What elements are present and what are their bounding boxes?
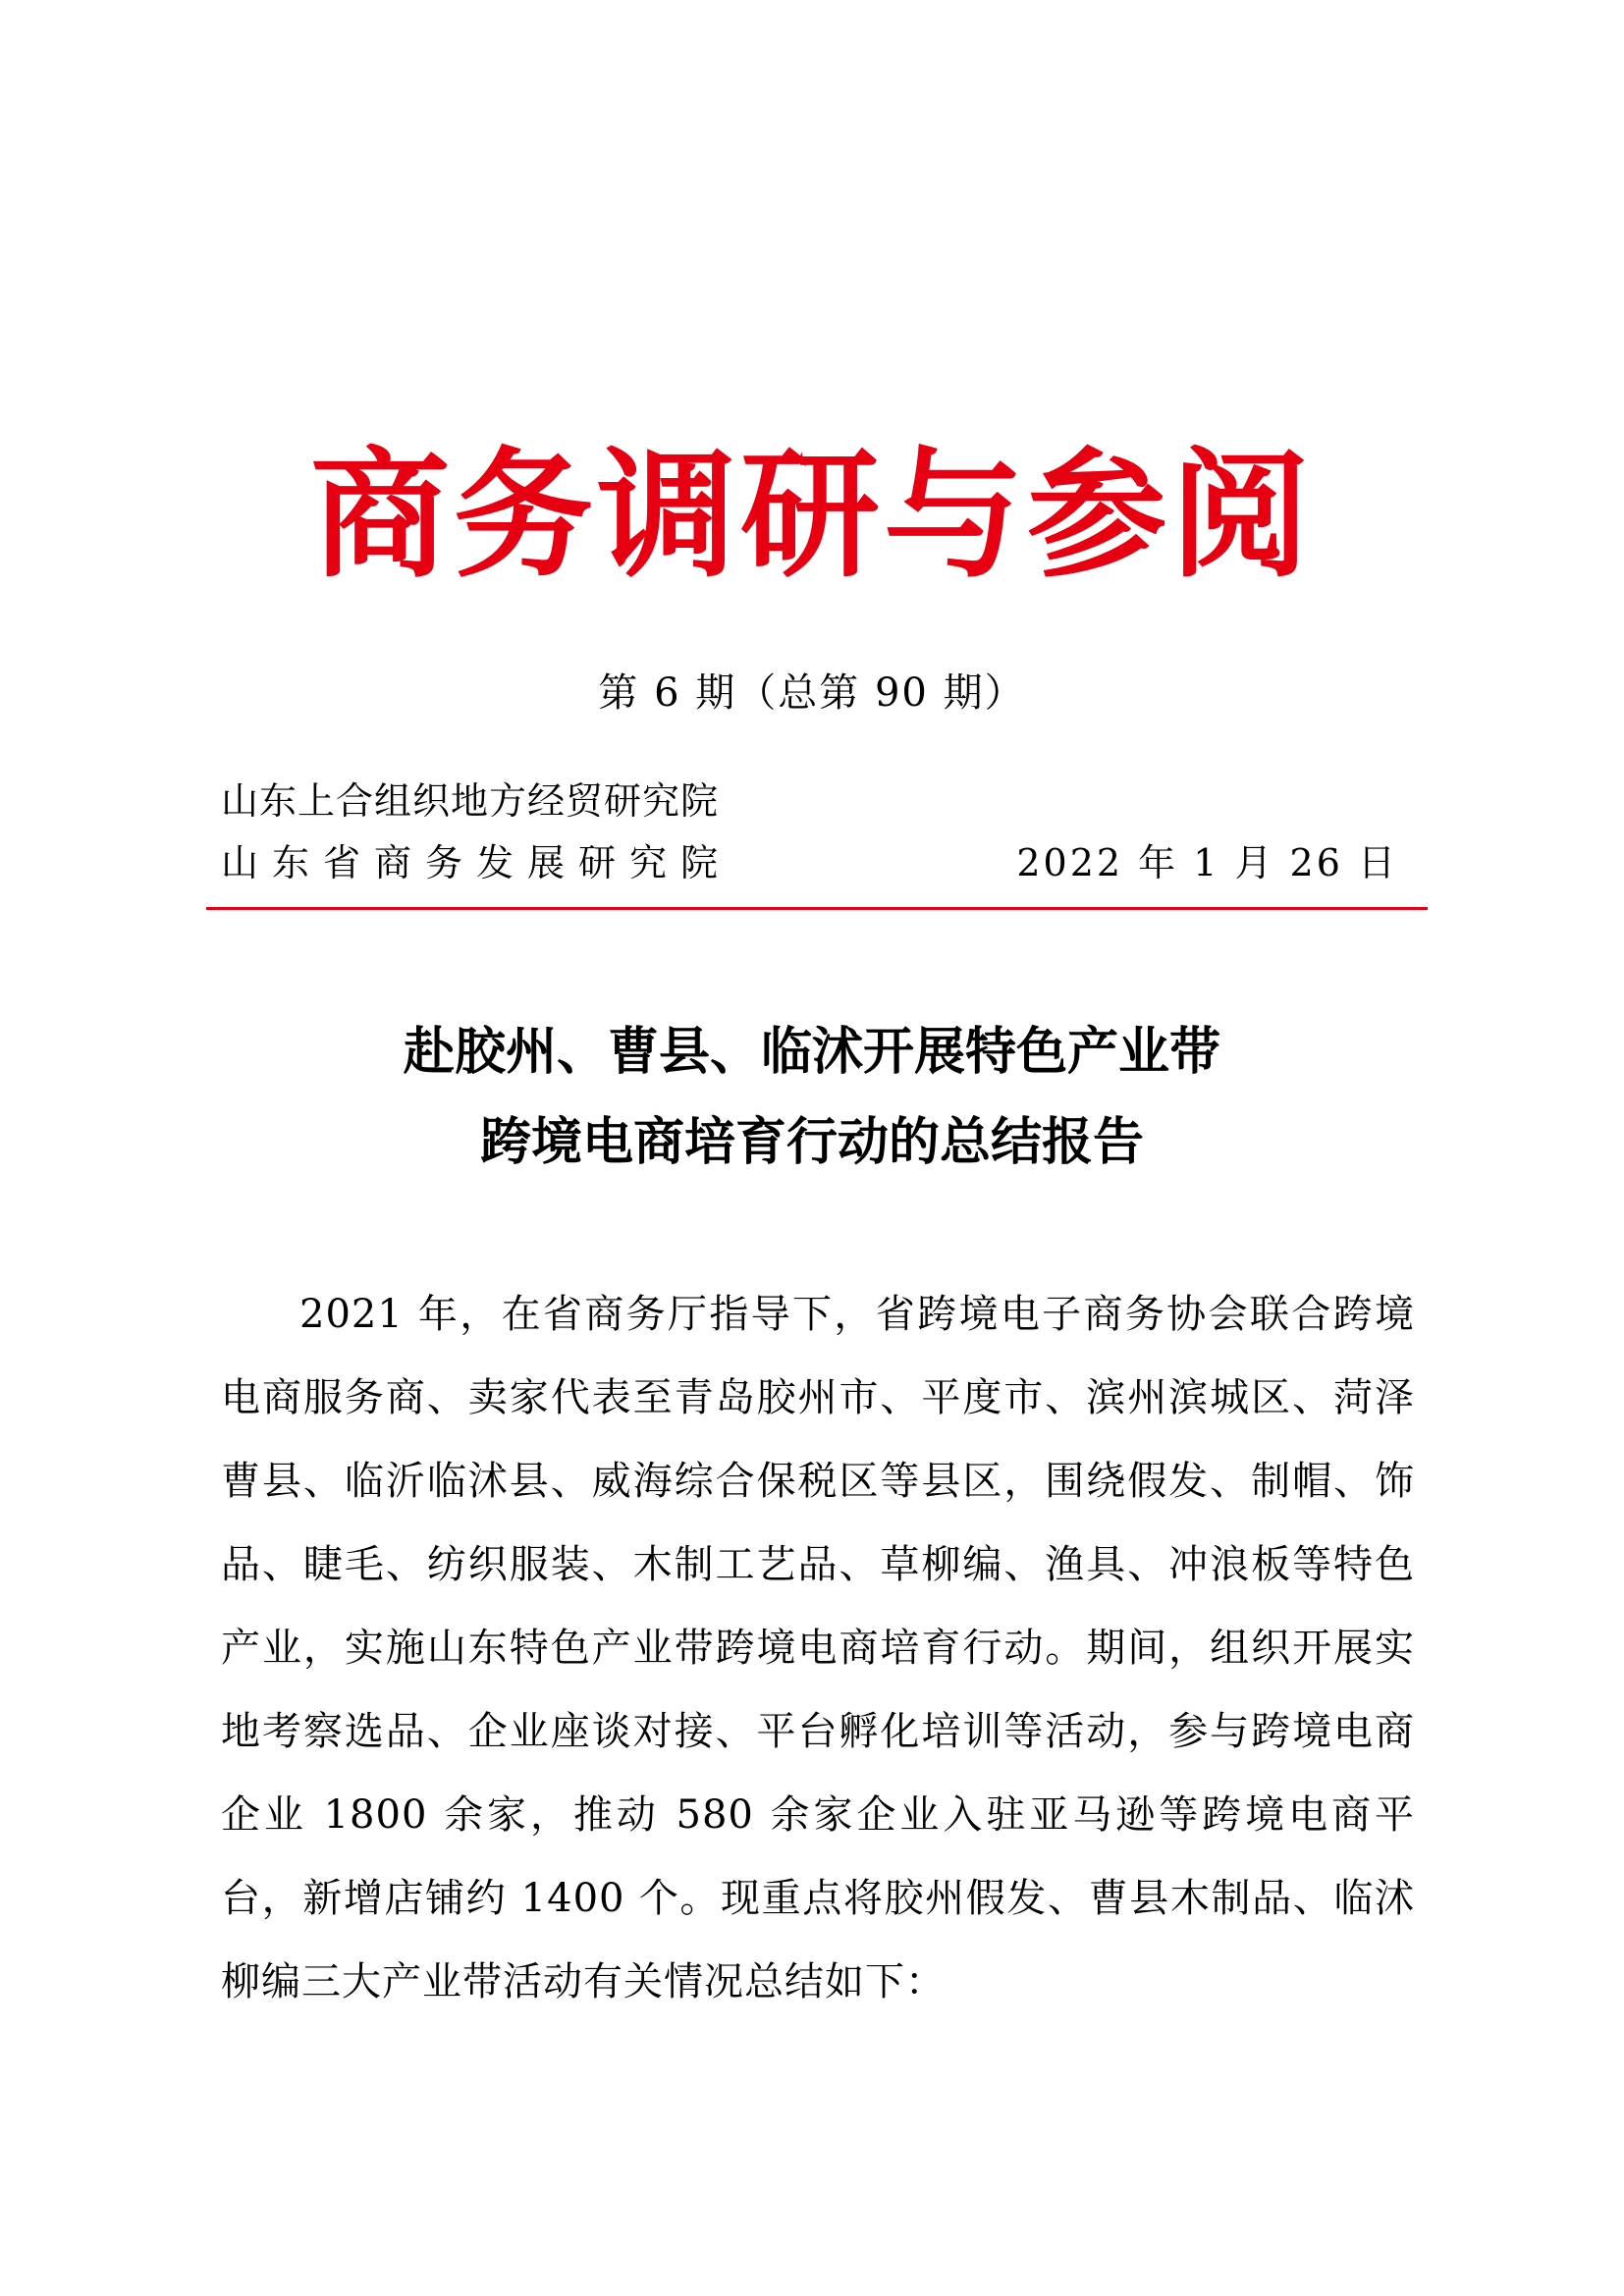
header-divider [206, 907, 1428, 910]
publication-date: 2022 年 1 月 26 日 [1016, 841, 1398, 884]
report-title-line-2: 跨境电商培育行动的总结报告 [479, 1113, 1144, 1172]
body-paragraph: 2021 年，在省商务厅指导下，省跨境电子商务协会联合跨境电商服务商、卖家代表至青岛胶州市、平度市、滨州滨城区、菏泽曹县、临沂临沭县、威海综合保税区等县区，围绕假发、制帽、饰品、睫毛、纺织服装、木制工艺品、草柳编、渔具、冲浪板等特色产业，实施山东特色产业带跨境电商培育行动。期间，组织开展实地考察选品、企业座谈对接、平台孵化培训等活动，参与跨境电商企业 1800 余家，推动 580 余家企业入驻亚马逊等跨境电商平台，新增店铺约 1400 个。现重点将胶州假发、曹县木制品、临沭柳编三大产业带活动有关情况总结如下： [221, 1292, 1415, 2004]
organization-line-1: 山东上合组织地方经贸研究院 [221, 779, 720, 823]
masthead-title: 商务调研与参阅 [310, 434, 1314, 597]
organization-line-2: 山东省商务发展研究院 [221, 841, 732, 884]
report-title-line-1: 赴胶州、曹县、临沭开展特色产业带 [403, 1023, 1220, 1082]
issue-number: 第 6 期（总第 90 期） [598, 670, 1026, 716]
